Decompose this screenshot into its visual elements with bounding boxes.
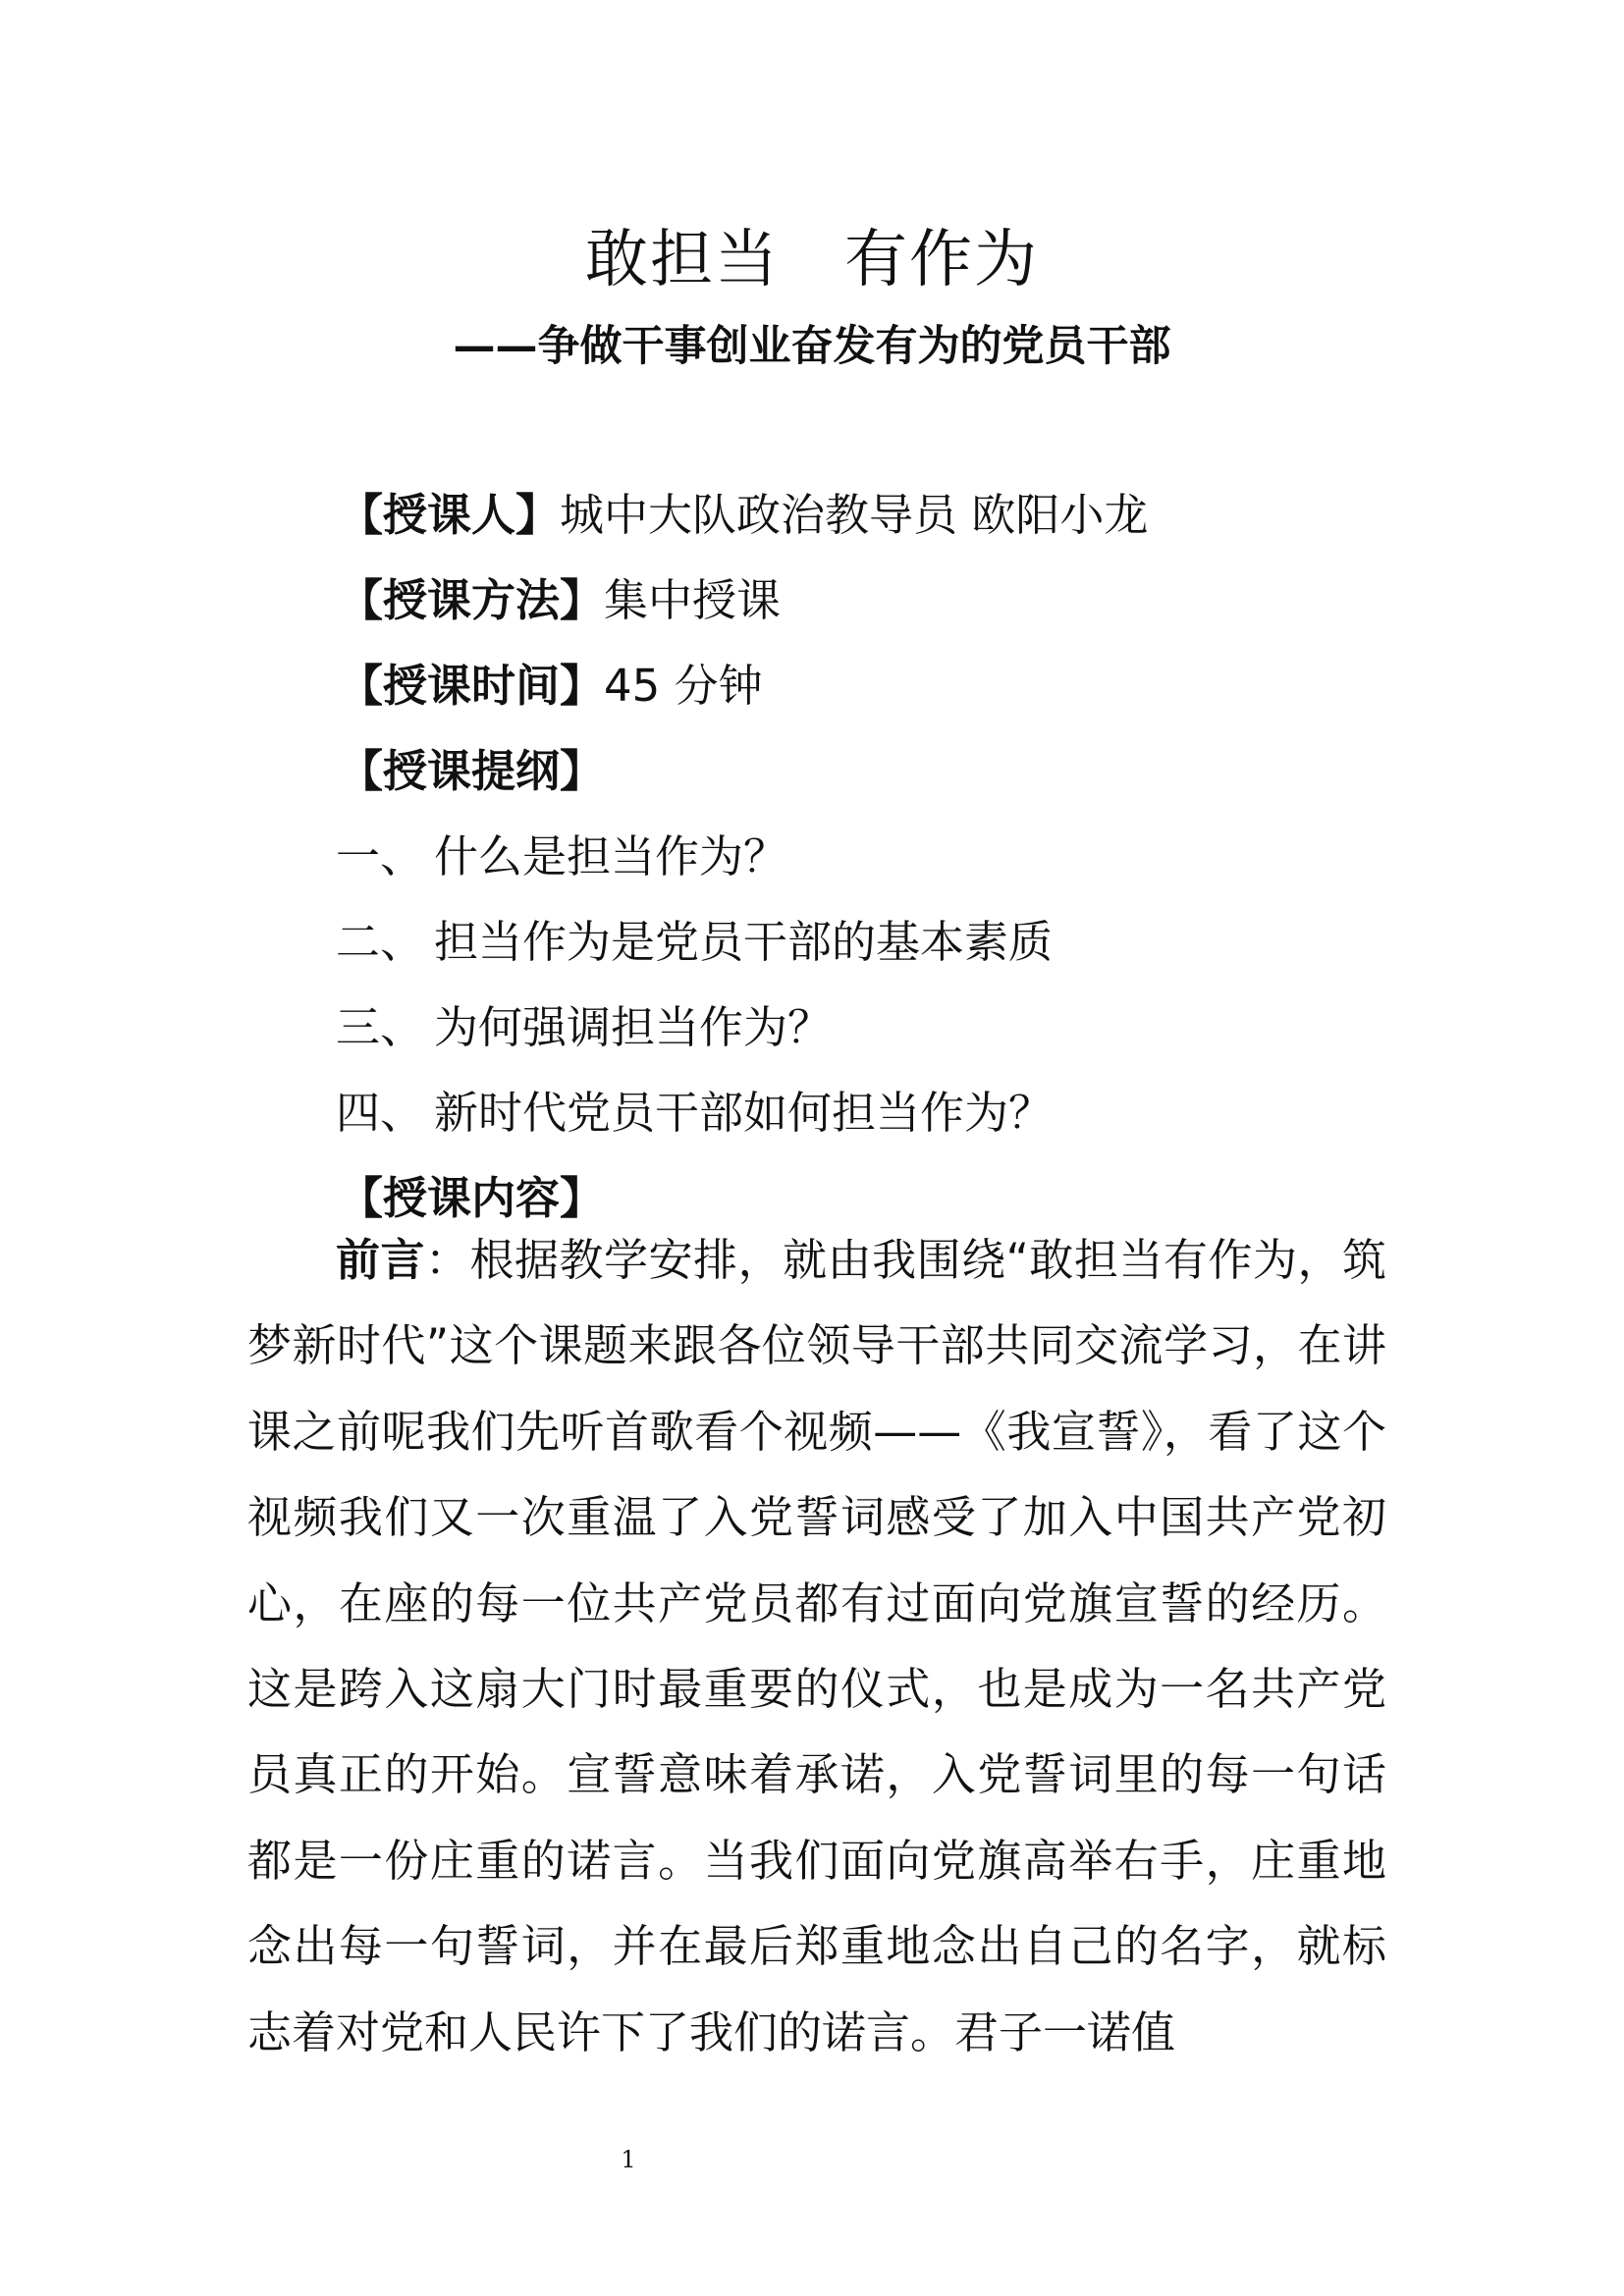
meta-lecturer (339, 481, 1148, 550)
outline-item (336, 908, 1053, 977)
meta-method-value: 集中授课 (604, 574, 782, 626)
document-subtitle: ——争做干事创业奋发有为的党员干部 (453, 322, 1171, 371)
document-title: 敢担当 有作为 (585, 224, 1039, 296)
outline-item-text: 新时代党员干部如何担当作为？ (434, 1087, 1054, 1139)
meta-outline-heading (339, 737, 604, 806)
outline-item (336, 823, 787, 891)
outline-item-number: 二、 (336, 916, 425, 968)
meta-method (339, 566, 781, 635)
meta-lecturer-label: 【授课人】 (339, 489, 561, 541)
meta-lecturer-value: 城中大队政治教导员 欧阳小龙 (560, 489, 1149, 541)
outline-item-text: 担当作为是党员干部的基本素质 (434, 916, 1054, 968)
outline-item-text: 为何强调担当作为？ (434, 1001, 833, 1053)
body-text: ：根据教学安排，就由我围绕“敢担当有作为，筑梦新时代”这个课题来跟各位领导干部共同交流学习，在讲课之前呢我们先听首歌看个视频——《我宣誓》，看了这个视频我们又一次重温了入党誓词感受了加入中国共产党初心，在座的每一位共产党员都有过面向党旗宣誓的经历。这是跨入这扇大门时最重要的仪式，也是成为一名共产党员真正的开始。宣誓意味着承诺，入党誓词里的每一句话都是一份庄重的诺言。当我们面向党旗高举右手，庄重地念出每一句誓词，并在最后郑重地念出自己的名字，就标志着对党和人民许下了我们的诺言。君子一诺值 (247, 1234, 1386, 2058)
meta-time-value: 45 分钟 (604, 660, 763, 712)
outline-item (336, 993, 832, 1062)
outline-item-number: 四、 (336, 1087, 425, 1139)
outline-heading: 【授课提纲】 (339, 745, 605, 797)
outline-item-number: 三、 (336, 1001, 425, 1053)
page-number: 1 (621, 2146, 636, 2173)
outline-item-text: 什么是担当作为？ (434, 830, 788, 882)
outline-item (336, 1079, 1053, 1148)
body-lead: 前言 (336, 1234, 426, 1286)
outline-item-number: 一、 (336, 830, 425, 882)
meta-time-label: 【授课时间】 (339, 660, 605, 712)
body-paragraph (247, 1217, 1386, 2075)
meta-time (339, 652, 763, 721)
content-heading: 【授课内容】 (339, 1172, 605, 1224)
meta-method-label: 【授课方法】 (339, 574, 605, 626)
